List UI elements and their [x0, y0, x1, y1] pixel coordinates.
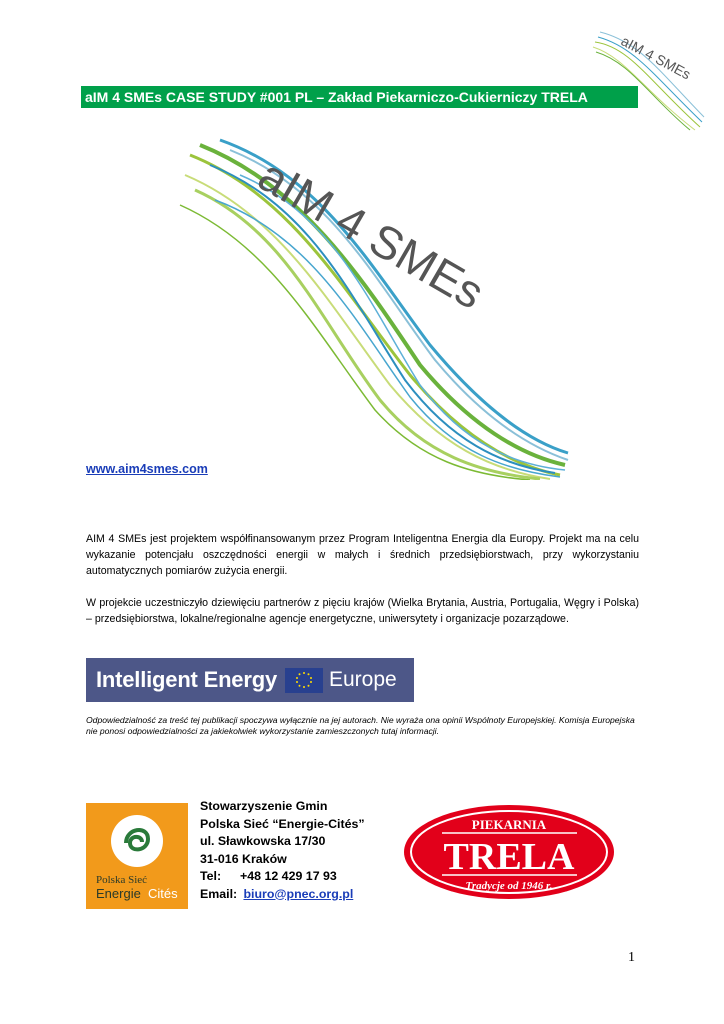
partners-description: W projekcie uczestniczyło dziewięciu partnerów z pięciu krajów (Wielka Brytania, Austria, Portugalia, Węgry i Polska) – przedsiębiorstwa, lokalne/regionalne agencje energetyczne, uniwersytety i organizacje pozarządowe.	[86, 597, 639, 625]
tel-value: +48 12 429 17 93	[240, 869, 337, 883]
email-label: Email:	[200, 886, 238, 901]
svg-text:aIM 4 SMEs: aIM 4 SMEs	[250, 148, 493, 319]
iee-main-text: Intelligent Energy	[96, 667, 277, 692]
eu-flag-icon	[285, 668, 323, 693]
svg-text:Energie: Energie	[96, 886, 141, 901]
svg-text:TRELA: TRELA	[443, 836, 575, 878]
svg-text:aIM 4 SMEs: aIM 4 SMEs	[618, 32, 694, 83]
svg-text:Cités: Cités	[148, 886, 178, 901]
website-link[interactable]: www.aim4smes.com	[86, 462, 208, 476]
org-line-1: Stowarzyszenie Gmin	[200, 799, 328, 813]
piekarnia-trela-logo	[402, 803, 617, 901]
contact-block	[200, 798, 365, 903]
email-link[interactable]: biuro@pnec.org.pl	[243, 886, 354, 901]
svg-text:Polska Sieć: Polska Sieć	[96, 874, 148, 886]
aim4smes-hero-logo	[170, 135, 570, 480]
svg-text:PIEKARNIA: PIEKARNIA	[471, 817, 547, 832]
iee-europe-text: Europe	[328, 668, 397, 691]
email-row	[200, 886, 365, 904]
polska-siec-energie-cites-logo	[86, 803, 188, 909]
org-line-2: Polska Sieć “Energie-Cités”	[200, 816, 365, 831]
project-description: AIM 4 SMEs jest projektem współfinansowanym przez Program Inteligentna Energia dla Europy. Projekt ma na celu wykazanie potencjału oszczędności energii w małych i średnich przedsiębiorstwach, przy wykorzystaniu automatycznych pomiarów zużycia energii.	[86, 533, 639, 577]
city-address: 31-016 Kraków	[200, 851, 287, 866]
corner-aim4smes-logo	[590, 22, 705, 132]
telephone-row	[200, 868, 365, 886]
intelligent-energy-europe-banner	[86, 658, 414, 702]
tel-label: Tel:	[200, 869, 222, 883]
page-number: 1	[628, 950, 635, 965]
disclaimer: Odpowiedzialność za treść tej publikacji spoczywa wyłącznie na jej autorach. Nie wyraża ona opinii Wspólnoty Europejskiej. Komisja Europejska nie ponosi odpowiedzialności za jakiekolwiek wykorzystanie zamieszczonych tutaj informacji.	[86, 715, 635, 736]
page-title: aIM 4 SMEs CASE STUDY #001 PL – Zakład Piekarniczo-Cukierniczy TRELA	[81, 86, 638, 108]
street-address: ul. Sławkowska 17/30	[200, 834, 326, 848]
svg-text:Tradycje od 1946 r.: Tradycje od 1946 r.	[465, 880, 553, 892]
